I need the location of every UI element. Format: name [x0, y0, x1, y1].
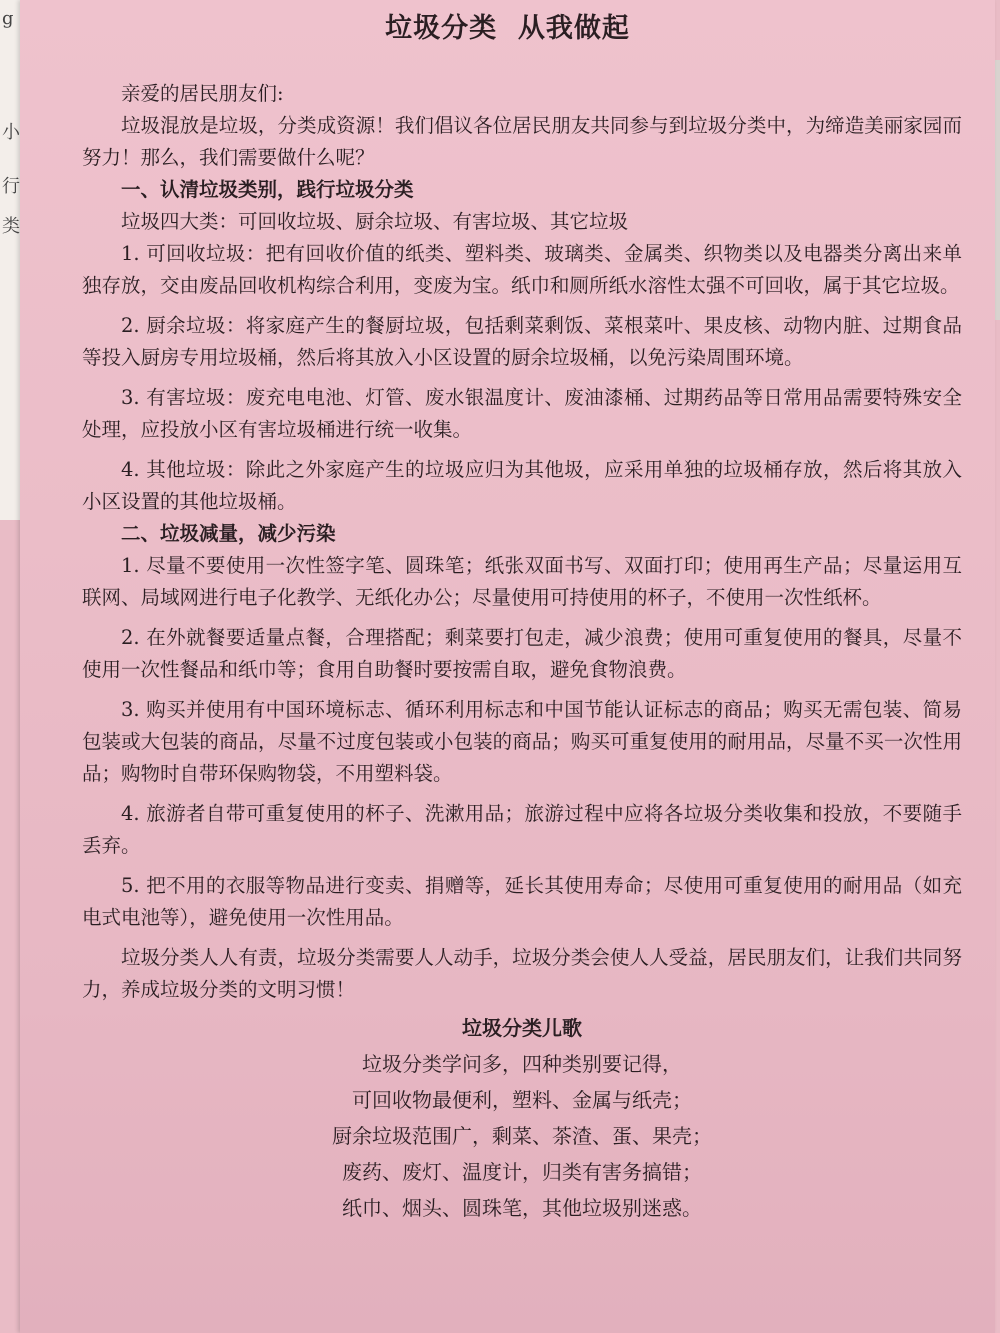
section-2-item-3: 3. 购买并使用有中国环境标志、循环利用标志和中国节能认证标志的商品；购买无需包装、简易包装或大包装的商品，尽量不过度包装或小包装的商品；购买可重复使用的耐用品，尽量不买一次性用品；购物时自带环保购物袋，不用塑料袋。: [82, 698, 962, 785]
section-1-item-1: 1. 可回收垃圾：把有回收价值的纸类、塑料类、玻璃类、金属类、织物类以及电器类分离出来单独存放，交由废品回收机构综合利用，变废为宝。纸巾和厕所纸水溶性太强不可回收，属于其它垃圾。: [82, 242, 962, 297]
desk-background-left: [0, 0, 22, 520]
flyer-content: [82, 78, 962, 1226]
song-line: 可回收物最便利，塑料、金属与纸壳；: [352, 1088, 692, 1112]
section-2-item-4: 4. 旅游者自带可重复使用的杯子、洗漱用品；旅游过程中应将各垃圾分类收集和投放，不要随手丢弃。: [82, 802, 962, 857]
desk-mark: 类: [2, 216, 20, 237]
flyer-paper: [20, 0, 995, 1333]
section-1-item-2: 2. 厨余垃圾：将家庭产生的餐厨垃圾，包括剩菜剩饭、菜根菜叶、果皮核、动物内脏、过期食品等投入厨房专用垃圾桶，然后将其放入小区设置的厨余垃圾桶，以免污染周围环境。: [82, 314, 962, 369]
desk-mark: 小: [2, 122, 20, 143]
section-2-heading: 二、垃圾减量，减少污染: [121, 522, 336, 545]
section-2-item-2: 2. 在外就餐要适量点餐，合理搭配；剩菜要打包走，减少浪费；使用可重复使用的餐具，尽量不使用一次性餐品和纸巾等；食用自助餐时要按需自取，避免食物浪费。: [82, 626, 962, 681]
desk-mark: 行: [2, 176, 20, 197]
song-line: 纸巾、烟头、圆珠笔，其他垃圾别迷惑。: [342, 1196, 702, 1220]
intro-paragraph: 垃圾混放是垃圾，分类成资源！我们倡议各位居民朋友共同参与到垃圾分类中，为缔造美丽家园而努力！那么，我们需要做什么呢？: [82, 114, 962, 169]
section-1-summary: 垃圾四大类：可回收垃圾、厨余垃圾、有害垃圾、其它垃圾: [121, 210, 629, 233]
song-title: 垃圾分类儿歌: [462, 1016, 582, 1040]
closing-paragraph: 垃圾分类人人有责，垃圾分类需要人人动手，垃圾分类会使人人受益，居民朋友们，让我们共同努力，养成垃圾分类的文明习惯！: [82, 946, 962, 1001]
greeting: 亲爱的居民朋友们:: [121, 82, 284, 105]
desk-mark: g: [2, 8, 14, 29]
section-1-item-3: 3. 有害垃圾：废充电电池、灯管、废水银温度计、废油漆桶、过期药品等日常用品需要特殊安全处理，应投放小区有害垃圾桶进行统一收集。: [82, 386, 962, 441]
section-1-heading: 一、认清垃圾类别，践行垃圾分类: [121, 178, 414, 201]
section-2-item-5: 5. 把不用的衣服等物品进行变卖、捐赠等，延长其使用寿命；尽使用可重复使用的耐用品（如充电式电池等），避免使用一次性用品。: [82, 874, 962, 929]
song-line: 废药、废灯、温度计，归类有害务搞错；: [342, 1160, 702, 1184]
section-2-item-1: 1. 尽量不要使用一次性签字笔、圆珠笔；纸张双面书写、双面打印；使用再生产品；尽量运用互联网、局域网进行电子化教学、无纸化办公；尽量使用可持使用的杯子，不使用一次性纸杯。: [82, 554, 962, 609]
section-1-item-4: 4. 其他垃圾：除此之外家庭产生的垃圾应归为其他圾，应采用单独的垃圾桶存放，然后将其放入小区设置的其他垃圾桶。: [82, 458, 962, 513]
song-line: 垃圾分类学问多，四种类别要记得，: [362, 1052, 682, 1076]
page-title: 垃圾分类 从我做起: [385, 13, 630, 44]
song-line: 厨余垃圾范围广，剩菜、茶渣、蛋、果壳；: [332, 1124, 712, 1148]
